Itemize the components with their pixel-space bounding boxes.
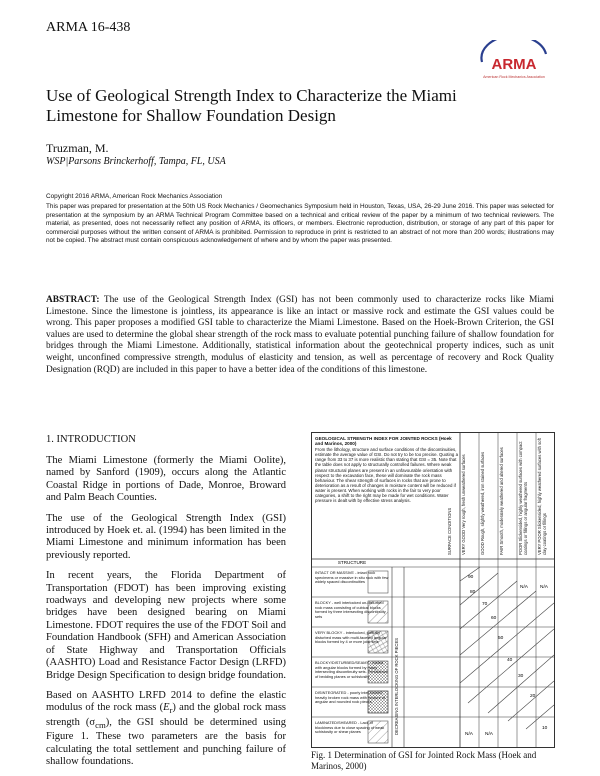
paragraph-part: ), the GSI should be determined using Figure 1. These two parameters are the basis for calculating the total settlement and punching failure of shallow foundations. (46, 716, 286, 768)
arma-logo-mark (476, 40, 552, 74)
left-column (46, 434, 286, 776)
logo-subtitle: American Rock Mechanics Association (483, 75, 545, 79)
column-fair: FAIR Smooth, moderately weathered and altered surfaces (499, 447, 504, 555)
na-label: N/A (540, 585, 548, 590)
gsi-value: 20 (530, 694, 536, 699)
paragraph: The Miami Limestone (formerly the Miami Oolite), named by Sanford (1909), occurs along the Atlantic Coastal Ridge in portions of Dade, Monroe, Broward and Palm Beach Counties. (46, 455, 286, 504)
na-label: N/A (485, 732, 493, 737)
paragraph-part: ) and the global rock mass strength (σ (46, 702, 286, 728)
abstract-text: The use of the Geological Strength Index (GSI) has not been commonly used to characterize rocks like Miami Limestone. Since the limestone is jointless, its appearance is like an intact or massive rock and estimate the GSI values could be wrong. This paper proposes a modified GSI table to characterize the Miami Limestone. Based on the Hoek-Brown Criterion, the GSI values are used to determine the global shear strength of the rock mass to evaluate potential punching failure of shallow foundation for bridges through the Miami Limestone. Additionally, statistical information about the geotechnical property indices, such as unit weight, unconfined compressive strength, modulus of elasticity and tension, as well as percentage of recovery and Rock Quality Designation (RQD) are included in this paper to have a better idea of the conditions of this limestone. (46, 295, 554, 375)
gsi-figure (311, 432, 555, 748)
gsi-value: 40 (507, 658, 513, 663)
gsi-value: 50 (498, 636, 504, 641)
paragraph: The use of the Geological Strength Index (GSI) introduced by Hoek et. al. (1994) has been limited in the Miami Limestone and minimum information has been previously reported. (46, 512, 286, 561)
paper-id: ARMA 16-438 (46, 20, 131, 35)
elastic-modulus-subscript: r (169, 705, 173, 716)
gsi-values (468, 574, 548, 731)
structure-row: INTACT OR MASSIVE - intact rock specimens or massive in situ rock with few widely spaced discontinuities (315, 570, 389, 585)
gsi-value: 80 (470, 590, 476, 595)
column-very-poor: VERY POOR Slickensided, highly weathered surfaces with soft clay coatings or fillings (537, 438, 547, 555)
paper-title: Use of Geological Strength Index to Characterize the Miami Limestone for Shallow Foundation Design (46, 86, 457, 125)
column-good: GOOD Rough, slightly weathered, iron stained surfaces (480, 451, 485, 555)
column-poor: POOR Slickensided, highly weathered surfaces with compact coatings or fillings or angular fragments (518, 441, 528, 555)
gsi-value: 60 (491, 616, 497, 621)
paragraph: In recent years, the Florida Department of Transportation (FDOT) has been improving existing roadways and developing new projects where some bridges have been designed bearing on Miami Limestone. FDOT requires the use of the FDOT Soil and Foundation Handbook (SFH) and American Association of State Highway and Transportation Officials (AASHTO) Load and Resistance Factor Design (LRFD) Bridge Design Specification to design bridge foundation. (46, 570, 286, 681)
structure-row: LAMINATED/SHEARED - Lack of blockiness due to close spacing of weak schistosity or shear planes (315, 720, 385, 735)
figure-caption: Fig. 1 Determination of GSI for Jointed Rock Mass (Hoek and Marinos, 2000) (311, 750, 537, 771)
gsi-value: 70 (482, 602, 488, 607)
na-label: N/A (465, 732, 473, 737)
gsi-value: 10 (542, 726, 548, 731)
structure-row: BLOCKY/DISTURBED/SEAMY - folded with angular blocks formed by many intersecting discontinuity sets. Persistence of bedding planes or schistosity (315, 660, 389, 679)
structure-row: BLOCKY - well interlocked un-disturbed rock mass consisting of cubical blocks formed by three intersecting discontinuity sets (315, 600, 386, 619)
arma-logo (476, 40, 552, 90)
figure-header-text: From the lithology, structure and surface conditions of the discontinuities, estimate the average value of GSI. Do not try to be too precise. Quoting a range from 33 to 37 is more realistic than stating that GSI = 35. Note that the table does not apply to structurally controlled failures. Where weak planar structural planes are present in an unfavourable orientation with respect to the excavation face, these will dominate the rock mass behaviour. The shear strength of surfaces in rocks that are prone to deterioration as a result of changes in moisture content will be reduced if water is present. When working with rocks in the fair to very poor categories, a shift to the right may be made for wet conditions. Water pressure is dealt with by effective stress analysis. (315, 447, 459, 504)
na-label: N/A (520, 585, 528, 590)
structure-label: STRUCTURE (337, 560, 367, 565)
decreasing-interlocking-label: DECREASING INTERLOCKING OF ROCK PIECES (394, 637, 399, 735)
copyright-body: This paper was prepared for presentation at the 50th US Rock Mechanics / Geomechanics Symposium held in Houston, Texas, USA, 26-29 June 2016. This paper was selected for presentation at the symposium by an ARMA Technical Program Committee based on a technical and critical review of the paper by a minimum of two technical reviewers. The material, as presented, does not necessarily reflect any position of ARMA, its officers, or members. Electronic reproduction, distribution, or storage of any part of this paper for commercial purposes without the written consent of ARMA is prohibited. Permission to reproduce in print is restricted to an abstract of not more than 200 words; illustrations may not be copied. The abstract must contain conspicuous acknowledgement of where and by whom the paper was presented. (46, 203, 554, 245)
paragraph (46, 690, 286, 769)
structure-row: VERY BLOCKY - interlocked, partially disturbed mass with multi-faceted angular blocks formed by 4 or more joint sets (315, 630, 387, 645)
abstract (46, 295, 554, 376)
abstract-label: ABSTRACT: (46, 295, 100, 305)
figure-header (315, 436, 461, 503)
copyright-notice: Copyright 2016 ARMA, American Rock Mechanics Association (46, 193, 223, 200)
section-heading: 1. INTRODUCTION (46, 434, 136, 445)
elastic-modulus-symbol: E (163, 702, 170, 714)
surface-conditions-label: SURFACE CONDITIONS (447, 507, 452, 555)
column-very-good: VERY GOOD Very rough, fresh unweathered surfaces (461, 454, 466, 555)
structure-row: DISINTEGRATED - poorly inter-locked, heavily broken rock mass with mixture of angular and rounded rock pieces (315, 690, 386, 705)
gsi-value: 90 (468, 575, 474, 580)
paragraph-part: Based on AASHTO LRFD 2014 to define the elastic modulus of the rock mass ( (46, 689, 286, 714)
copyright-block (46, 193, 554, 245)
author: Truzman, M. (46, 141, 109, 155)
gsi-value: 30 (518, 674, 524, 679)
figure-header-title: GEOLOGICAL STRENGTH INDEX FOR JOINTED ROCKS (Hoek and Marinos, 2000) (315, 436, 452, 447)
strength-subscript: cm (95, 719, 106, 730)
logo-text: ARMA (491, 56, 537, 73)
affiliation: WSP|Parsons Brinckerhoff, Tampa, FL, USA (46, 156, 226, 167)
